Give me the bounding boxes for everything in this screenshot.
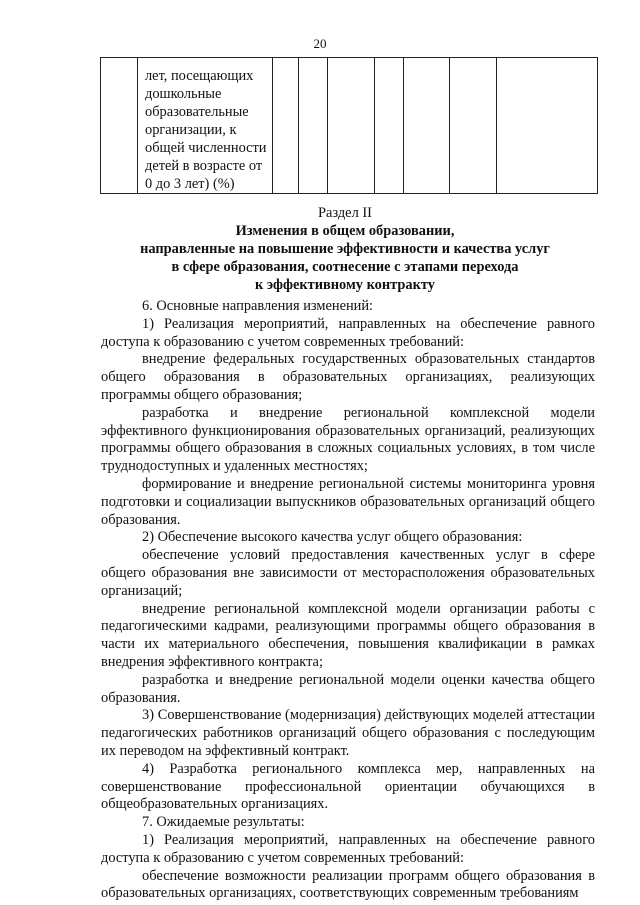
paragraph: разработка и внедрение региональной комплексной модели эффективного функционирования образовательных организаций, реализующих программы общего образования в сложных социальных условиях, в том числе труднодоступных и удаленных местностях; <box>101 404 595 475</box>
cell-line: образовательные <box>145 104 249 120</box>
paragraph: 2) Обеспечение высокого качества услуг общего образования: <box>142 529 523 546</box>
table-cell <box>273 58 299 194</box>
section-title-line: направленные на повышение эффективности и качества услуг <box>140 241 550 257</box>
section-label: Раздел II <box>318 205 372 221</box>
indicator-description <box>138 58 272 193</box>
table-row <box>101 58 598 194</box>
section-title-line: Изменения в общем образовании, <box>235 223 455 239</box>
page-number: 20 <box>313 36 327 51</box>
paragraph: разработка и внедрение региональной модели оценки качества общего образования. <box>101 671 595 706</box>
paragraph: формирование и внедрение региональной системы мониторинга уровня подготовки и социализации выпускников образовательных организаций общего образования. <box>101 475 595 528</box>
section-heading <box>90 204 600 294</box>
cell-line: лет, посещающих <box>145 68 254 84</box>
paragraph: 7. Ожидаемые результаты: <box>142 814 305 831</box>
table-cell <box>450 58 497 194</box>
paragraph: внедрение региональной комплексной модели организации работы с педагогическими кадрами, реализующими программы общего образования в части их материального обеспечения, повышения квалификации в рамках внедрения эффективного контракта; <box>101 600 595 670</box>
paragraph: 1) Реализация мероприятий, направленных на обеспечение равного доступа к образованию с учетом современных требований: <box>101 315 595 350</box>
cell-line: детей в возрасте от <box>145 158 263 174</box>
body-text <box>101 298 595 903</box>
section-title-line: к эффективному контракту <box>255 277 435 293</box>
paragraph: 3) Совершенствование (модернизация) действующих моделей аттестации педагогических работников организаций общего образования с последующим их переводом на эффективный контракт. <box>101 707 595 759</box>
table-cell <box>375 58 404 194</box>
paragraph: обеспечение условий предоставления качественных услуг в сфере общего образования вне зависимости от месторасположения образовательных организаций; <box>101 547 595 599</box>
indicator-table-fragment <box>100 57 598 194</box>
paragraph: 4) Разработка регионального комплекса мер, направленных на совершенствование профессиональной ориентации обучающихся в общеобразовательных организациях. <box>101 760 595 813</box>
table-cell <box>101 58 138 194</box>
table-cell <box>328 58 375 194</box>
table-cell <box>497 58 598 194</box>
table-cell <box>138 58 273 194</box>
paragraph: 1) Реализация мероприятий, направленных на обеспечение равного доступа к образованию с учетом современных требований: <box>101 831 595 866</box>
section-title-line: в сфере образования, соотнесение с этапами перехода <box>171 259 519 275</box>
paragraph: внедрение федеральных государственных образовательных стандартов общего образования в образовательных организациях, реализующих программы общего образования; <box>101 351 595 403</box>
paragraph: 6. Основные направления изменений: <box>142 298 374 314</box>
cell-line: общей численности <box>145 140 267 156</box>
paragraph: обеспечение возможности реализации программ общего образования в образовательных организациях, соответствующих современным требованиям <box>101 867 595 902</box>
table-cell <box>404 58 450 194</box>
table-cell <box>299 58 328 194</box>
cell-line: 0 до 3 лет) (%) <box>145 176 235 192</box>
cell-line: организации, к <box>145 122 237 138</box>
cell-line: дошкольные <box>145 86 222 102</box>
